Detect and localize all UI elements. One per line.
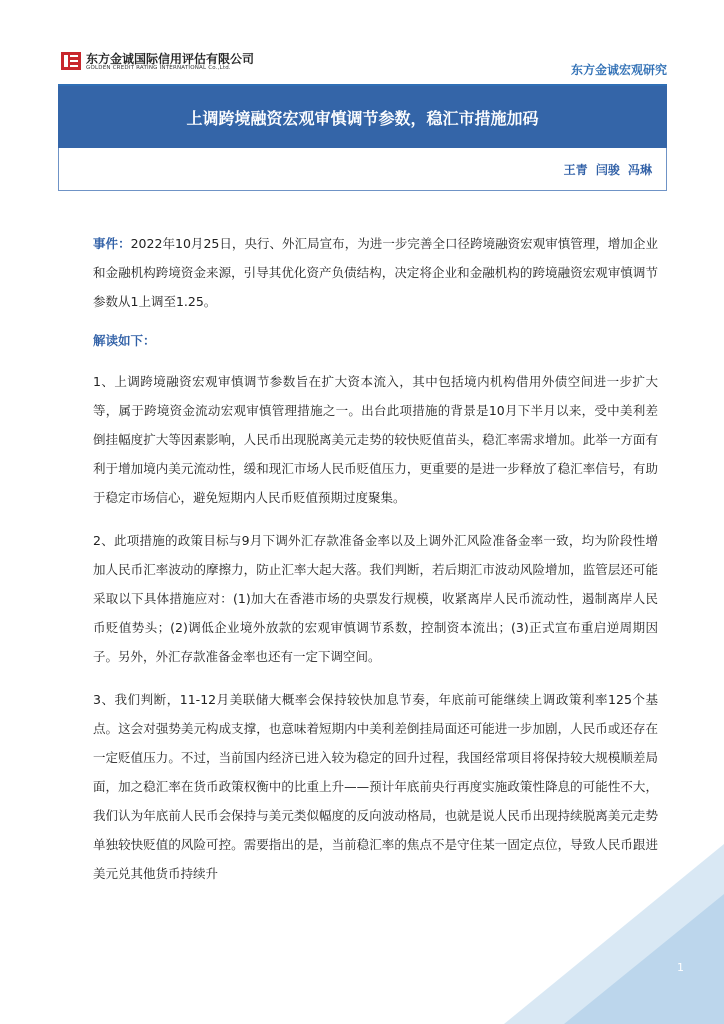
event-label: 事件： (93, 236, 131, 251)
corner-decoration (504, 844, 724, 1024)
paragraph-3: 3、我们判断，11-12月美联储大概率会保持较快加息节奏，年底前可能继续上调政策利率125个基点。这会对强势美元构成支撑，也意味着短期内中美利差倒挂局面还可能进一步加剧，人民币或还存在一定贬值压力。不过，当前国内经济已进入较为稳定的回升过程，我国经常项目将保持较大规模顺差局面，加之稳汇率在货币政策权衡中的比重上升——预计年底前央行再度实施政策性降息的可能性不大，我们认为年底前人民币会保持与美元类似幅度的反向波动格局，也就是说人民币出现持续脱离美元走势单独较快贬值的风险可控。需要指出的是，当前稳汇率的焦点不是守住某一固定点位，导致人民币跟进美元兑其他货币持续升 (93, 692, 658, 881)
company-logo-icon (61, 52, 81, 70)
interpretation-heading: 解读如下： (93, 333, 156, 348)
document-body (93, 229, 658, 888)
event-text: 2022年10月25日，央行、外汇局宣布，为进一步完善全口径跨境融资宏观审慎管理，增加企业和金融机构跨境资金来源，引导其优化资产负债结构，决定将企业和金融机构的跨境融资宏观审慎调节参数从1上调至1.25。 (93, 236, 658, 309)
company-name-cn: 东方金诚国际信用评估有限公司 (86, 52, 255, 66)
event-paragraph (93, 229, 658, 316)
paragraph-2: 2、此项措施的政策目标与9月下调外汇存款准备金率以及上调外汇风险准备金率一致，均为阶段性增加人民币汇率波动的摩擦力，防止汇率大起大落。我们判断，若后期汇市波动风险增加，监管层还可能采取以下具体措施应对：(1)加大在香港市场的央票发行规模，收紧离岸人民币流动性，遏制离岸人民币贬值势头；(2)调低企业境外放款的宏观审慎调节系数，控制资本流出；(3)正式宣布重启逆周期因子。另外，外汇存款准备金率也还有一定下调空间。 (93, 533, 658, 664)
paragraph-1: 1、上调跨境融资宏观审慎调节参数旨在扩大资本流入，其中包括境内机构借用外债空间进一步扩大等，属于跨境资金流动宏观审慎管理措施之一。出台此项措施的背景是10月下半月以来，受中美利差倒挂幅度扩大等因素影响，人民币出现脱离美元走势的较快贬值苗头，稳汇率需求增加。此举一方面有利于增加境内美元流动性，缓和现汇市场人民币贬值压力，更重要的是进一步释放了稳汇率信号，有助于稳定市场信心，避免短期内人民币贬值预期过度聚集。 (93, 374, 658, 505)
title-banner (58, 86, 667, 148)
document-title: 上调跨境融资宏观审慎调节参数，稳汇市措施加码 (186, 108, 539, 128)
paragraph-gap (93, 512, 658, 526)
author-box (58, 148, 667, 191)
paragraph-gap (93, 671, 658, 685)
page-number: 1 (677, 961, 684, 974)
header-brand: 东方金诚宏观研究 (570, 63, 667, 77)
company-name-en: GOLDEN CREDIT RATING INTERNATIONAL Co.,Ltd. (86, 65, 231, 71)
authors: 王青 闫骏 冯琳 (563, 162, 652, 177)
